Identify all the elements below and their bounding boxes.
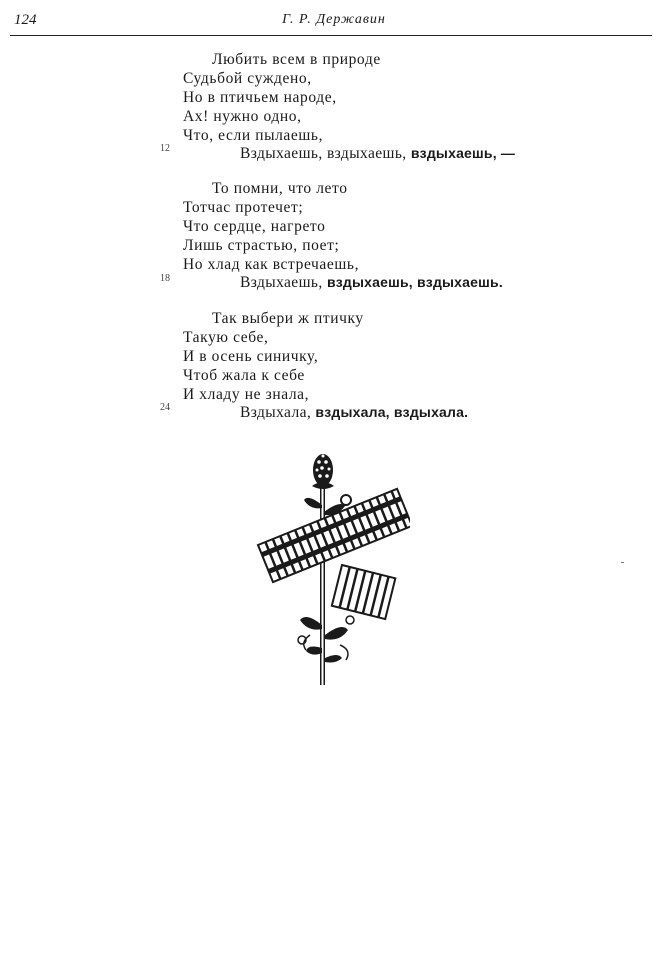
refrain-bold: вздыхала, вздыхала. <box>315 404 469 420</box>
poem-line: Судьбой суждено, <box>183 70 312 87</box>
line-number: 18 <box>160 273 170 284</box>
refrain-plain: Вздыхаешь, <box>240 274 327 291</box>
poem-line: Но в птичьем народе, <box>183 89 337 106</box>
refrain-line <box>240 404 468 422</box>
refrain-bold: вздыхаешь, вздыхаешь. <box>326 274 503 290</box>
poem-line: Что сердце, нагрето <box>183 218 326 235</box>
refrain-plain: Вздыхаешь, вздыхаешь, <box>240 145 411 162</box>
poem-line: И хладу не знала, <box>183 386 310 403</box>
poem <box>0 0 668 440</box>
running-head: Г. Р. Державин <box>282 12 386 27</box>
poem-line: Так выбери ж птичку <box>212 310 364 327</box>
poem-line: То помни, что лето <box>212 180 348 197</box>
line-number: 24 <box>160 402 170 413</box>
poem-line: Но хлад как встречаешь, <box>183 256 360 273</box>
poem-line: И в осень синичку, <box>183 348 319 365</box>
refrain-plain: Вздыхала, <box>240 404 316 421</box>
poem-line: Лишь страстью, поет; <box>183 237 340 254</box>
panpipe-vine-ornament-icon <box>250 450 410 690</box>
poem-line: Такую себе, <box>183 329 269 346</box>
poem-line: Чтоб жала к себе <box>183 367 305 384</box>
refrain-bold: вздыхаешь, — <box>410 145 516 161</box>
print-speck <box>621 562 624 563</box>
poem-line: Тотчас протечет; <box>183 199 304 216</box>
line-number: 12 <box>160 143 170 154</box>
poem-line: Что, если пылаешь, <box>183 127 324 144</box>
refrain-line <box>240 145 515 163</box>
page-number: 124 <box>14 12 37 28</box>
poem-line: Любить всем в природе <box>212 51 381 68</box>
refrain-line <box>240 274 503 292</box>
poem-line: Ах! нужно одно, <box>183 108 302 125</box>
